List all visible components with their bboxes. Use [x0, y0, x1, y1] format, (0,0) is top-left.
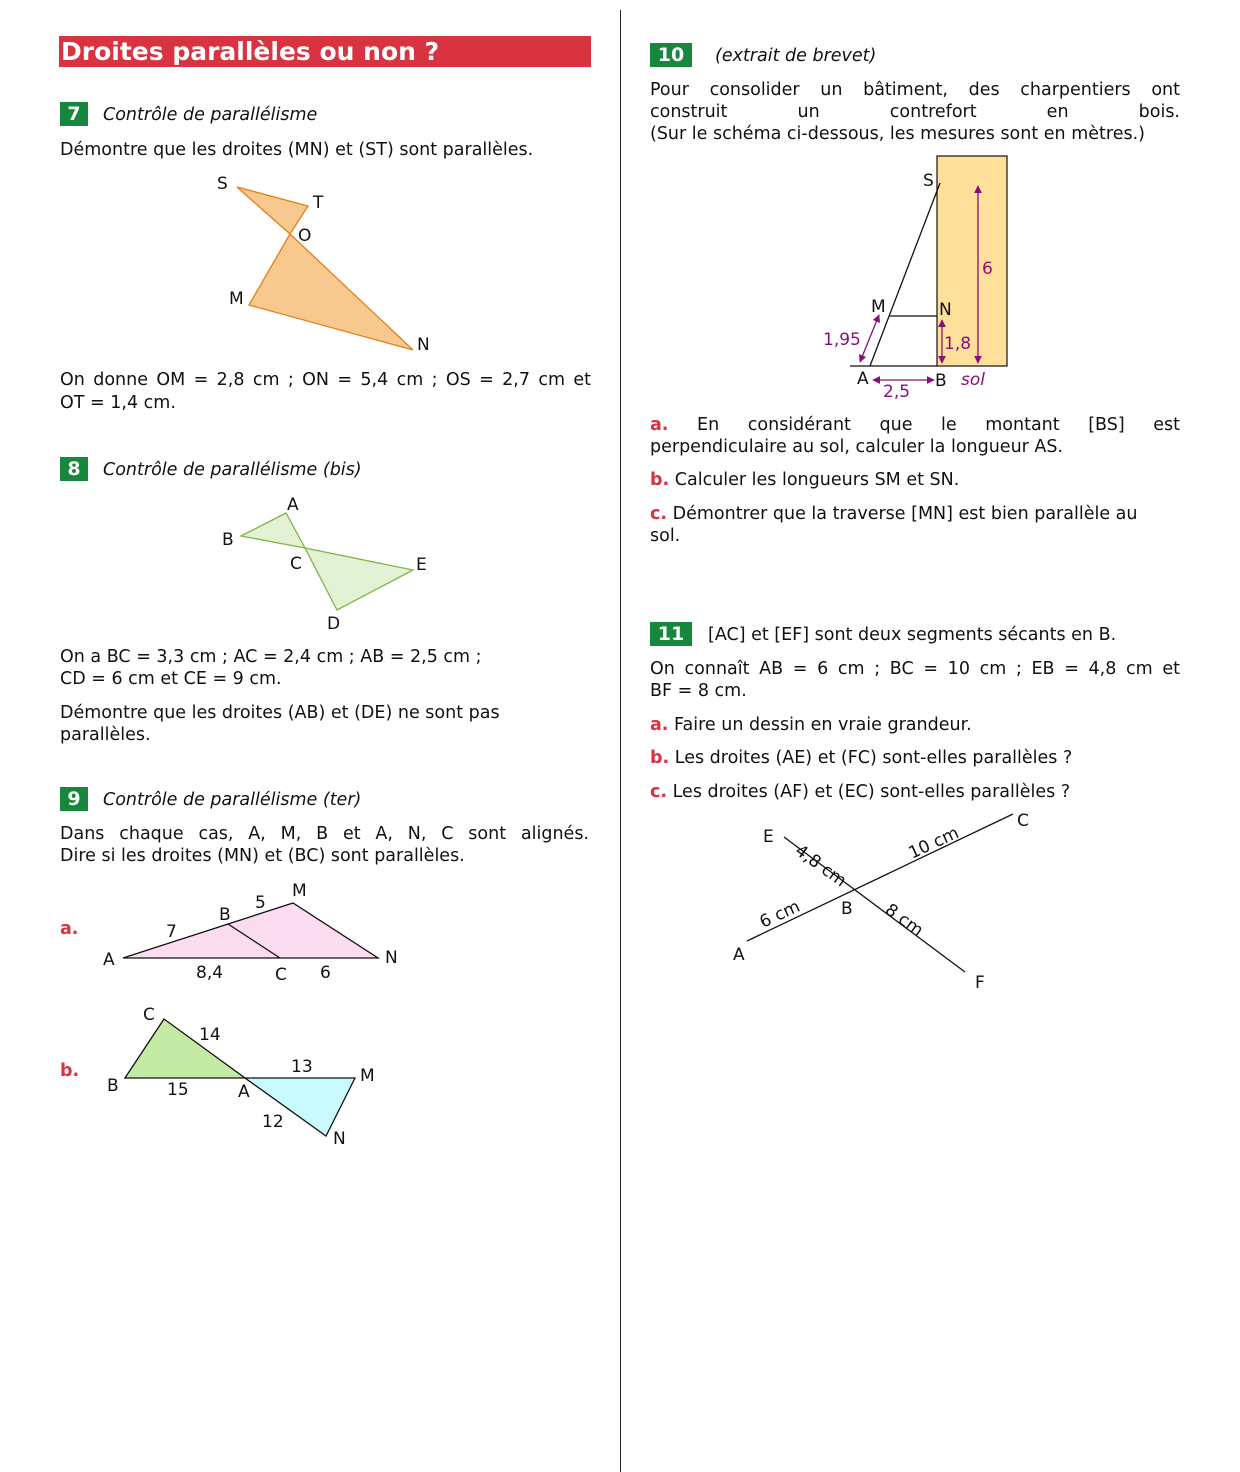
point-b-label: B	[841, 899, 853, 919]
exercise-11-heading: [AC] et [EF] sont deux segments sécants en B.	[708, 625, 1117, 645]
point-a-label: A	[238, 1082, 250, 1102]
exercise-11-given-line1: On connaît AB = 6 cm ; BC = 10 cm ; EB = 4,8 cm et	[650, 659, 1180, 679]
point-e-label: E	[763, 827, 774, 847]
exercise-7-given-line1: On donne OM = 2,8 cm ; ON = 5,4 cm ; OS = 2,7 cm et	[60, 370, 591, 390]
question-b-label: b.	[650, 748, 670, 768]
point-b-label: B	[222, 530, 234, 550]
point-c-label: C	[1017, 811, 1029, 831]
exercise-9b-label: b.	[60, 1061, 80, 1081]
exercise-8-question-line2: parallèles.	[60, 725, 151, 745]
length-1-95: 1,95	[823, 330, 861, 350]
length-ac: 8,4	[196, 963, 224, 983]
point-a-label: A	[733, 945, 745, 965]
point-c-label: C	[143, 1005, 155, 1025]
exercise-8-number: 8	[60, 457, 88, 481]
point-m-label: M	[229, 289, 244, 309]
exercise-10-heading: (extrait de brevet)	[715, 46, 877, 66]
point-n-label: N	[333, 1129, 346, 1149]
point-n-label: N	[417, 335, 430, 355]
exercise-9-number: 9	[60, 787, 88, 811]
length-ab: 7	[166, 922, 177, 942]
length-ca: 14	[199, 1025, 221, 1045]
question-b-text: Calculer les longueurs SM et SN.	[674, 470, 960, 490]
length-cn: 6	[320, 963, 331, 983]
exercise-8-heading: Contrôle de parallélisme (bis)	[103, 460, 362, 480]
question-b-text: Les droites (AE) et (FC) sont-elles parallèles ?	[674, 748, 1073, 768]
exercise-10-question-a-line2: perpendiculaire au sol, calculer la longueur AS.	[650, 437, 1064, 457]
point-s-label: S	[217, 174, 228, 194]
question-a-text: Faire un dessin en vraie grandeur.	[674, 715, 972, 735]
exercise-10-intro-line1: Pour consolider un bâtiment, des charpentiers ont	[650, 80, 1180, 100]
exercise-7-number: 7	[60, 102, 88, 126]
point-b-label: B	[107, 1076, 119, 1096]
point-c-label: C	[275, 965, 287, 985]
point-a-label: A	[103, 950, 115, 970]
exercise-10-number: 10	[650, 43, 692, 67]
point-b-label: B	[219, 905, 231, 925]
exercise-9-heading: Contrôle de parallélisme (ter)	[103, 790, 362, 810]
exercise-9-statement-line1: Dans chaque cas, A, M, B et A, N, C sont alignés.	[60, 824, 589, 844]
exercise-11-number: 11	[650, 622, 692, 646]
question-a-label: a.	[650, 715, 669, 735]
point-c-label: C	[290, 554, 302, 574]
point-m-label: M	[871, 297, 886, 317]
exercise-8-given-line2: CD = 6 cm et CE = 9 cm.	[60, 669, 282, 689]
exercise-8-question-line1: Démontre que les droites (AB) et (DE) ne sont pas	[60, 703, 500, 723]
point-m-label: M	[292, 881, 307, 901]
point-d-label: D	[327, 614, 341, 634]
point-a-label: A	[857, 369, 869, 389]
exercise-7-statement: Démontre que les droites (MN) et (ST) sont parallèles.	[60, 140, 534, 160]
point-a-label: A	[287, 495, 299, 515]
exercise-7-heading: Contrôle de parallélisme	[103, 105, 318, 125]
exercise-9-statement-line2: Dire si les droites (MN) et (BC) sont parallèles.	[60, 846, 465, 866]
length-bf: 8 cm	[881, 899, 927, 941]
exercise-10-question-c-line2: sol.	[650, 526, 681, 546]
exercise-8-given-line1: On a BC = 3,3 cm ; AC = 2,4 cm ; AB = 2,5 cm ;	[60, 647, 482, 667]
question-c-text: Les droites (AF) et (EC) sont-elles parallèles ?	[672, 782, 1071, 802]
length-bm: 5	[255, 893, 266, 913]
length-ab: 6 cm	[756, 896, 804, 933]
exercise-9a-label: a.	[60, 919, 79, 939]
question-b-label: b.	[650, 470, 670, 490]
question-c-label: c.	[650, 504, 668, 524]
length-an: 12	[262, 1112, 284, 1132]
point-n-label: N	[385, 948, 398, 968]
length-am: 13	[291, 1057, 313, 1077]
length-ba: 15	[167, 1080, 189, 1100]
question-a-text-line1: En considérant que le montant [BS] est	[697, 415, 1180, 435]
exercise-10-intro-line3: (Sur le schéma ci-dessous, les mesures sont en mètres.)	[650, 124, 1145, 144]
length-2-5: 2,5	[883, 382, 911, 402]
question-a-label: a.	[650, 415, 669, 435]
point-f-label: F	[975, 973, 985, 993]
exercise-11-given-line2: BF = 8 cm.	[650, 681, 747, 701]
length-bc: 10 cm	[905, 823, 963, 864]
point-b-label: B	[935, 371, 947, 391]
sol-label: sol	[961, 370, 985, 390]
length-eb: 4,8 cm	[791, 840, 851, 892]
exercise-7-given-line2: OT = 1,4 cm.	[60, 393, 176, 413]
question-c-label: c.	[650, 782, 668, 802]
point-o-label: O	[298, 226, 312, 246]
length-6: 6	[982, 259, 993, 279]
point-m-label: M	[360, 1066, 375, 1086]
point-t-label: T	[313, 193, 324, 213]
point-n-label: N	[939, 300, 952, 320]
exercise-10-intro-line2: construit un contrefort en bois.	[650, 102, 1180, 122]
page-title: Droites parallèles ou non ?	[59, 36, 591, 67]
point-e-label: E	[416, 555, 427, 575]
length-1-8: 1,8	[944, 334, 972, 354]
point-s-label: S	[923, 171, 934, 191]
question-c-text-line1: Démontrer que la traverse [MN] est bien parallèle au	[672, 504, 1138, 524]
